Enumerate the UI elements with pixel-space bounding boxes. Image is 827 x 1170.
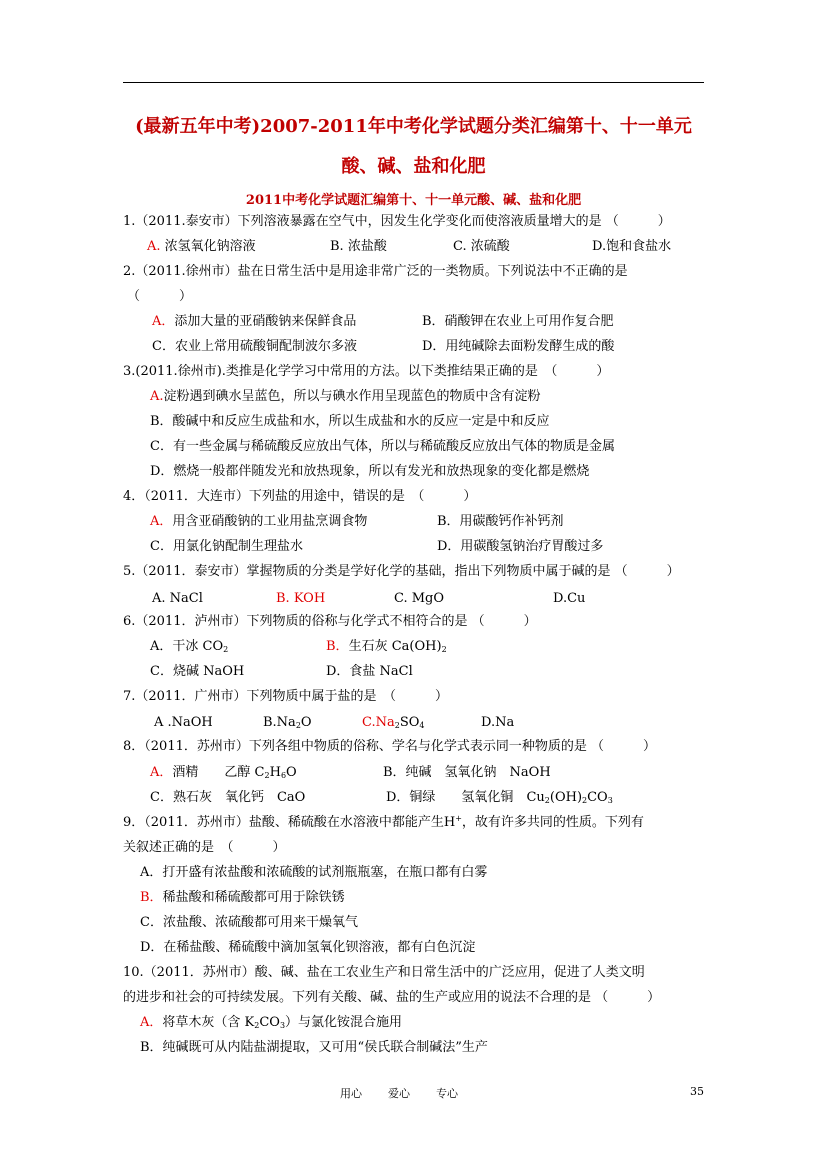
q10-stem-line2: 的进步和社会的可持续发展。下列有关酸、碱、盐的生产或应用的说法不合理的是 （ ）: [123, 990, 661, 1005]
q6-option-a: A．干冰 $CO_2$: [150, 639, 229, 654]
section-subtitle: 2011中考化学试题汇编第十、十一单元酸、碱、盐和化肥: [245, 193, 582, 208]
q4-option-b: B．用碳酸钙作补钙剂: [437, 514, 564, 529]
q4-option-a: A．用含亚硝酸钠的工业用盐烹调食物: [150, 514, 368, 529]
q9-option-d: D．在稀盐酸、稀硫酸中滴加氢氧化钡溶液，都有白色沉淀: [140, 940, 476, 955]
q6-option-d: D．食盐 NaCl: [326, 664, 413, 679]
q7-option-d: D.Na: [481, 715, 515, 730]
q3-stem: 3.(2011.徐州市).类推是化学学习中常用的方法。以下类推结果正确的是 （ ）: [123, 364, 610, 379]
q10-option-b: B．纯碱既可从内陆盐湖提取，又可用“侯氏联合制碱法”生产: [140, 1040, 488, 1055]
q2-paren: （ ）: [127, 289, 193, 304]
q9-option-a: A．打开盛有浓盐酸和浓硫酸的试剂瓶瓶塞，在瓶口都有白雾: [140, 865, 488, 880]
q5-option-c: C. MgO: [394, 591, 445, 606]
q7-option-a: A .NaOH: [154, 715, 213, 730]
q10-stem-line1: 10.（2011．苏州市）酸、碱、盐在工农业生产和日常生活中的广泛应用，促进了人类文明: [123, 965, 645, 980]
q5-option-b: B. KOH: [276, 591, 326, 606]
q9-option-b: B．稀盐酸和稀硫酸都可用于除铁锈: [140, 890, 345, 905]
q6-option-b: B．生石灰 $Ca(OH)_2$: [326, 639, 447, 654]
q8-option-b: B．纯碱 氢氧化钠 NaOH: [383, 765, 551, 780]
q2-option-d: D．用纯碱除去面粉发酵生成的酸: [422, 339, 615, 354]
q1-stem: 1.（2011.泰安市）下列溶液暴露在空气中，因发生化学变化而使溶液质量增大的是 （ ）: [123, 214, 671, 229]
q3-option-d: D．燃烧一般都伴随发光和放热现象，所以有发光和放热现象的变化都是燃烧: [150, 464, 590, 479]
q1-option-b: B. 浓盐酸: [330, 239, 387, 254]
q8-stem: 8．（2011．苏州市）下列各组中物质的俗称、学名与化学式表示同一种物质的是 （ ）: [123, 739, 656, 754]
q9-stem-line2: 关叙述正确的是 （ ）: [123, 840, 286, 855]
q10-option-a: A．将草木灰（含 $K_2CO_3$）与氯化铵混合施用: [140, 1015, 403, 1030]
q2-option-b: B．硝酸钾在农业上可用作复合肥: [422, 314, 614, 329]
q1-option-a: A. 浓氢氧化钠溶液: [147, 239, 256, 254]
page-number: 35: [690, 1085, 704, 1098]
header-rule: [123, 82, 704, 83]
q4-stem: 4．（2011．大连市）下列盐的用途中，错误的是 （ ）: [123, 489, 477, 504]
q8-option-c: C．熟石灰 氧化钙 CaO: [150, 790, 306, 805]
q5-option-d: D.Cu: [553, 591, 586, 606]
q1-option-d: D.饱和食盐水: [592, 239, 672, 254]
q4-option-c: C．用氯化钠配制生理盐水: [150, 539, 303, 554]
q9-option-c: C．浓盐酸、浓硫酸都可用来干燥氧气: [140, 915, 358, 930]
q7-stem: 7.（2011．广州市）下列物质中属于盐的是 （ ）: [123, 689, 448, 704]
q8-option-d: D．铜绿 氢氧化铜 $Cu_2(OH)_2CO_3$: [386, 790, 613, 805]
q9-stem-line1: 9．（2011．苏州市）盐酸、稀硫酸在水溶液中都能产生H+，故有许多共同的性质。下列有: [123, 814, 644, 830]
q8-option-a: A．酒精 乙醇 $C_2H_6O$: [150, 765, 297, 780]
q3-option-a: A.淀粉遇到碘水呈蓝色，所以与碘水作用呈现蓝色的物质中含有淀粉: [150, 389, 541, 404]
footer-motto: 用心 爱心 专心: [340, 1087, 458, 1100]
q1-option-c: C. 浓硫酸: [453, 239, 510, 254]
q7-option-c: $C.Na_2SO_4$: [362, 715, 425, 730]
q4-option-d: D．用碳酸氢钠治疗胃酸过多: [437, 539, 604, 554]
document-title-line2: 酸、碱、盐和化肥: [341, 156, 486, 177]
q5-stem: 5.（2011．泰安市）掌握物质的分类是学好化学的基础，指出下列物质中属于碱的是 （ ）: [123, 564, 680, 579]
q2-option-a: A．添加大量的亚硝酸钠来保鲜食品: [152, 314, 357, 329]
q7-option-b: $B.Na_2O$: [263, 715, 312, 730]
q2-stem: 2.（2011.徐州市）盐在日常生活中是用途非常广泛的一类物质。下列说法中不正确的是: [123, 264, 628, 279]
q3-option-c: C．有一些金属与稀硫酸反应放出气体，所以与稀硫酸反应放出气体的物质是金属: [150, 439, 615, 454]
document-title-line1: (最新五年中考)2007-2011年中考化学试题分类汇编第十、十一单元: [135, 116, 692, 137]
q3-option-b: B．酸碱中和反应生成盐和水，所以生成盐和水的反应一定是中和反应: [150, 414, 550, 429]
q6-option-c: C．烧碱 NaOH: [150, 664, 245, 679]
q6-stem: 6.（2011．泸州市）下列物质的俗称与化学式不相符合的是 （ ）: [123, 614, 537, 629]
q5-option-a: A. NaCl: [152, 591, 203, 606]
q2-option-c: C．农业上常用硫酸铜配制波尔多液: [152, 339, 357, 354]
